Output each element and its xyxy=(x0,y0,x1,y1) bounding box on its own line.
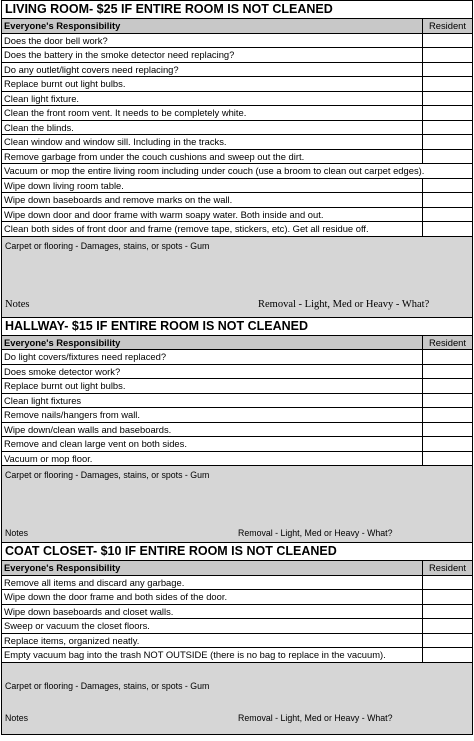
carpet-flooring-label: Carpet or flooring - Damages, stains, or spots - Gum xyxy=(5,240,210,251)
resident-check-cell[interactable] xyxy=(423,207,473,222)
table-row xyxy=(2,222,473,237)
resident-check-cell[interactable] xyxy=(423,408,473,423)
task-label: Clean the blinds. xyxy=(2,120,423,135)
resident-check-cell[interactable] xyxy=(423,619,473,634)
task-label: Remove and clean large vent on both sides. xyxy=(2,437,423,452)
task-label: Does the door bell work? xyxy=(2,33,423,48)
resident-check-cell[interactable] xyxy=(423,91,473,106)
table-row xyxy=(2,135,473,150)
notes-field[interactable] xyxy=(1,486,473,542)
task-label: Vacuum or mop the entire living room including under couch (use a broom to clean out carpet edges). xyxy=(2,164,473,179)
table-row xyxy=(2,633,473,648)
table-row xyxy=(2,33,473,48)
resident-check-cell[interactable] xyxy=(423,379,473,394)
table-row xyxy=(2,379,473,394)
task-label: Sweep or vacuum the closet floors. xyxy=(2,619,423,634)
carpet-flooring-label: Carpet or flooring - Damages, stains, or spots - Gum xyxy=(5,680,210,691)
notes-label: Notes xyxy=(5,298,30,310)
resident-check-cell[interactable] xyxy=(423,648,473,663)
section-title: HALLWAY- $15 IF ENTIRE ROOM IS NOT CLEANED xyxy=(1,317,473,335)
task-label: Remove all items and discard any garbage. xyxy=(2,575,423,590)
table-row xyxy=(2,648,473,663)
resident-check-cell[interactable] xyxy=(423,77,473,92)
resident-check-cell[interactable] xyxy=(423,193,473,208)
checklist-table xyxy=(1,560,473,663)
table-row xyxy=(2,408,473,423)
task-label: Remove garbage from under the couch cushions and sweep out the dirt. xyxy=(2,149,423,164)
resident-check-cell[interactable] xyxy=(423,633,473,648)
table-row xyxy=(2,422,473,437)
table-row xyxy=(2,350,473,365)
hallway-section xyxy=(1,317,473,543)
table-row xyxy=(2,437,473,452)
table-row xyxy=(2,590,473,605)
resident-check-cell[interactable] xyxy=(423,48,473,63)
table-row xyxy=(2,619,473,634)
resident-check-cell[interactable] xyxy=(423,178,473,193)
task-label: Wipe down baseboards and closet walls. xyxy=(2,604,423,619)
task-label: Clean light fixture. xyxy=(2,91,423,106)
task-label: Replace burnt out light bulbs. xyxy=(2,379,423,394)
notes-field[interactable] xyxy=(1,257,473,317)
resident-check-cell[interactable] xyxy=(423,437,473,452)
section-title: COAT CLOSET- $10 IF ENTIRE ROOM IS NOT CLEANED xyxy=(1,542,473,560)
table-row xyxy=(2,77,473,92)
task-label: Clean window and window sill. Including in the tracks. xyxy=(2,135,423,150)
resident-check-cell[interactable] xyxy=(423,350,473,365)
table-row xyxy=(2,364,473,379)
table-header-row xyxy=(2,19,473,34)
task-label: Does the battery in the smoke detector need replacing? xyxy=(2,48,423,63)
table-row xyxy=(2,451,473,466)
responsibility-header: Everyone's Responsibility xyxy=(2,561,423,576)
resident-check-cell[interactable] xyxy=(423,33,473,48)
resident-check-cell[interactable] xyxy=(423,575,473,590)
checklist-page xyxy=(1,0,473,735)
resident-check-cell[interactable] xyxy=(423,364,473,379)
task-label: Remove nails/hangers from wall. xyxy=(2,408,423,423)
table-row xyxy=(2,178,473,193)
table-row xyxy=(2,149,473,164)
table-row xyxy=(2,604,473,619)
carpet-flooring-field[interactable] xyxy=(1,663,473,699)
living-room-section xyxy=(1,0,473,317)
resident-header: Resident xyxy=(423,19,473,34)
notes-label: Notes xyxy=(5,528,28,538)
table-header-row xyxy=(2,335,473,350)
table-row xyxy=(2,193,473,208)
table-row xyxy=(2,393,473,408)
task-label: Clean both sides of front door and frame (remove tape, stickers, etc). Get all residue off. xyxy=(2,222,423,237)
task-label: Empty vacuum bag into the trash NOT OUTSIDE (there is no bag to replace in the vacuum). xyxy=(2,648,423,663)
task-label: Wipe down baseboards and remove marks on the wall. xyxy=(2,193,423,208)
removal-label: Removal - Light, Med or Heavy - What? xyxy=(238,528,393,538)
task-label: Replace items, organized neatly. xyxy=(2,633,423,648)
checklist-table xyxy=(1,335,473,467)
task-label: Replace burnt out light bulbs. xyxy=(2,77,423,92)
task-label: Wipe down living room table. xyxy=(2,178,423,193)
resident-check-cell[interactable] xyxy=(423,135,473,150)
resident-check-cell[interactable] xyxy=(423,422,473,437)
task-label: Clean light fixtures xyxy=(2,393,423,408)
responsibility-header: Everyone's Responsibility xyxy=(2,335,423,350)
resident-check-cell[interactable] xyxy=(423,393,473,408)
resident-check-cell[interactable] xyxy=(423,451,473,466)
carpet-flooring-label: Carpet or flooring - Damages, stains, or spots - Gum xyxy=(5,470,210,480)
table-row xyxy=(2,120,473,135)
checklist-table xyxy=(1,18,473,237)
resident-check-cell[interactable] xyxy=(423,120,473,135)
resident-check-cell[interactable] xyxy=(423,149,473,164)
task-label: Do any outlet/light covers need replacing? xyxy=(2,62,423,77)
removal-label: Removal - Light, Med or Heavy - What? xyxy=(258,298,430,310)
table-row xyxy=(2,575,473,590)
section-title: LIVING ROOM- $25 IF ENTIRE ROOM IS NOT CLEANED xyxy=(1,0,473,18)
table-row xyxy=(2,91,473,106)
table-row xyxy=(2,62,473,77)
task-label: Does smoke detector work? xyxy=(2,364,423,379)
task-label: Vacuum or mop floor. xyxy=(2,451,423,466)
carpet-flooring-field[interactable] xyxy=(1,466,473,486)
table-row xyxy=(2,106,473,121)
resident-check-cell[interactable] xyxy=(423,604,473,619)
resident-check-cell[interactable] xyxy=(423,222,473,237)
coat-closet-section xyxy=(1,542,473,735)
resident-check-cell[interactable] xyxy=(423,62,473,77)
task-label: Wipe down the door frame and both sides of the door. xyxy=(2,590,423,605)
table-row xyxy=(2,48,473,63)
task-label: Clean the front room vent. It needs to be completely white. xyxy=(2,106,423,121)
notes-label: Notes xyxy=(5,712,28,723)
task-label: Wipe down/clean walls and baseboards. xyxy=(2,422,423,437)
resident-header: Resident xyxy=(423,335,473,350)
table-header-row xyxy=(2,561,473,576)
resident-check-cell[interactable] xyxy=(423,106,473,121)
responsibility-header: Everyone's Responsibility xyxy=(2,19,423,34)
table-row xyxy=(2,164,473,179)
carpet-flooring-field[interactable] xyxy=(1,237,473,257)
resident-header: Resident xyxy=(423,561,473,576)
removal-label: Removal - Light, Med or Heavy - What? xyxy=(238,712,393,723)
notes-field[interactable] xyxy=(1,699,473,735)
task-label: Wipe down door and door frame with warm soapy water. Both inside and out. xyxy=(2,207,423,222)
task-label: Do light covers/fixtures need replaced? xyxy=(2,350,423,365)
resident-check-cell[interactable] xyxy=(423,590,473,605)
table-row xyxy=(2,207,473,222)
